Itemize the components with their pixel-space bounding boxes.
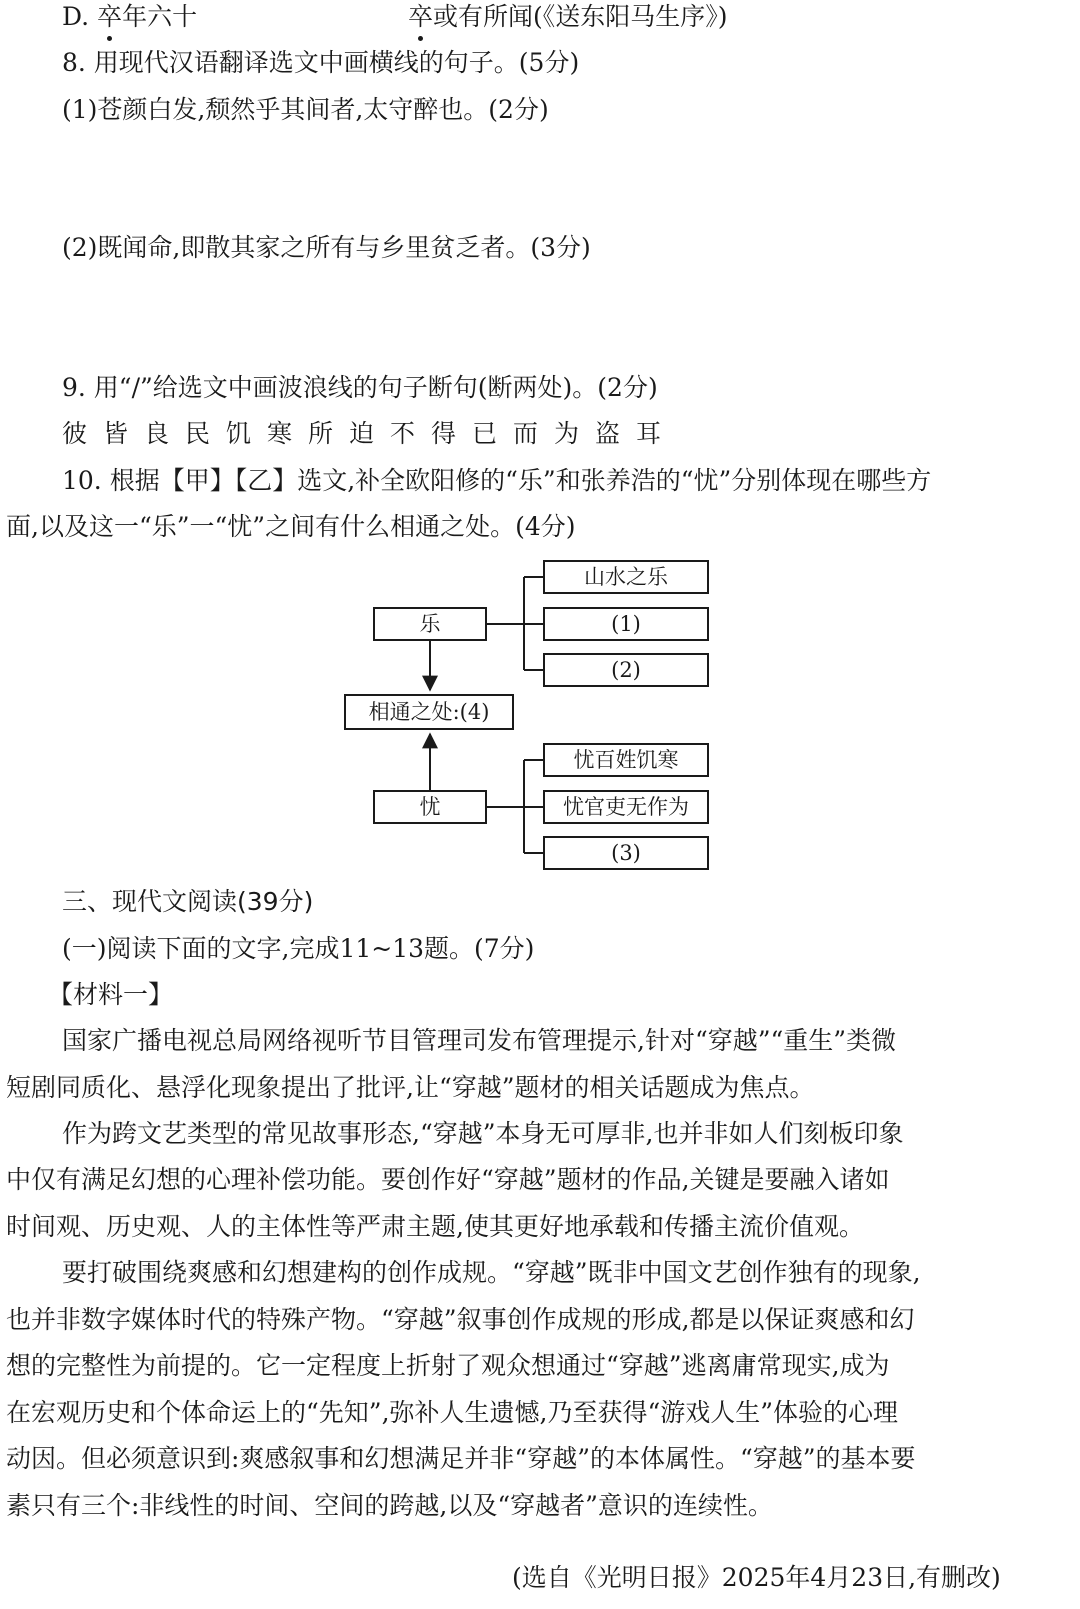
- passage-line: 中仅有满足幻想的心理补偿功能。要创作好“穿越”题材的作品,关键是要融入诸如: [6, 1165, 890, 1194]
- q8-prompt: 8. 用现代汉语翻译选文中画横线的句子。(5分): [62, 48, 580, 77]
- diagram-le-item-2: (1): [543, 607, 709, 641]
- passage-line: 想的完整性为前提的。它一定程度上折射了观众想通过“穿越”逃离庸常现实,成为: [6, 1351, 890, 1380]
- q8-part2: (2)既闻命,即散其家之所有与乡里贫乏者。(3分): [62, 233, 591, 262]
- option-left-dotted-char: 卒: [97, 2, 123, 31]
- diagram-common-box: 相通之处:(4): [344, 694, 514, 730]
- passage-line: 作为跨文艺类型的常见故事形态,“穿越”本身无可厚非,也并非如人们刻板印象: [62, 1119, 904, 1148]
- option-right-text: 或有所闻(《送东阳马生序》): [433, 2, 728, 31]
- diagram-le-item-1: 山水之乐: [543, 560, 709, 594]
- diagram-you-item-2: 忧官吏无作为: [543, 790, 709, 824]
- passage-line: 时间观、历史观、人的主体性等严肃主题,使其更好地承载和传播主流价值观。: [6, 1212, 864, 1241]
- passage-line: 在宏观历史和个体命运上的“先知”,弥补人生遗憾,乃至获得“游戏人生”体验的心理: [6, 1398, 899, 1427]
- passage-line: 动因。但必须意识到:爽感叙事和幻想满足并非“穿越”的本体属性。“穿越”的基本要: [6, 1444, 916, 1473]
- diagram-you-item-3: (3): [543, 836, 709, 870]
- diagram-you-item-1: 忧百姓饥寒: [543, 743, 709, 777]
- diagram-le-item-3: (2): [543, 653, 709, 687]
- option-right-dotted-char: 卒: [408, 2, 434, 31]
- source-citation: (选自《光明日报》2025年4月23日,有删改): [512, 1563, 1001, 1592]
- section-subtitle: (一)阅读下面的文字,完成11~13题。(7分): [62, 934, 535, 963]
- q8-part1: (1)苍颜白发,颓然乎其间者,太守醉也。(2分): [62, 95, 549, 124]
- q10-prompt-line2: 面,以及这一“乐”一“忧”之间有什么相通之处。(4分): [6, 512, 576, 541]
- passage-line: 要打破围绕爽感和幻想建构的创作成规。“穿越”既非中国文艺创作独有的现象,: [62, 1258, 921, 1287]
- q10-prompt-line1: 10. 根据【甲】【乙】选文,补全欧阳修的“乐”和张养浩的“忧”分别体现在哪些方: [62, 466, 932, 495]
- diagram-you-box: 忧: [373, 790, 487, 824]
- material-label: 【材料一】: [48, 980, 174, 1009]
- passage-line: 素只有三个:非线性的时间、空间的跨越,以及“穿越者”意识的连续性。: [6, 1491, 773, 1520]
- passage-line: 也并非数字媒体时代的特殊产物。“穿越”叙事创作成规的形成,都是以保证爽感和幻: [6, 1305, 915, 1334]
- passage-line: 短剧同质化、悬浮化现象提出了批评,让“穿越”题材的相关话题成为焦点。: [6, 1073, 815, 1102]
- option-left-text: 年六十: [122, 2, 198, 31]
- q9-sentence: 彼皆良民饥寒所迫不得已而为盗耳: [62, 419, 678, 448]
- option-label: D.: [62, 2, 98, 31]
- diagram-le-box: 乐: [373, 607, 487, 641]
- passage-line: 国家广播电视总局网络视听节目管理司发布管理提示,针对“穿越”“重生”类微: [62, 1026, 897, 1055]
- section-title: 三、现代文阅读(39分): [62, 887, 314, 916]
- q9-prompt: 9. 用“/”给选文中画波浪线的句子断句(断两处)。(2分): [62, 373, 658, 402]
